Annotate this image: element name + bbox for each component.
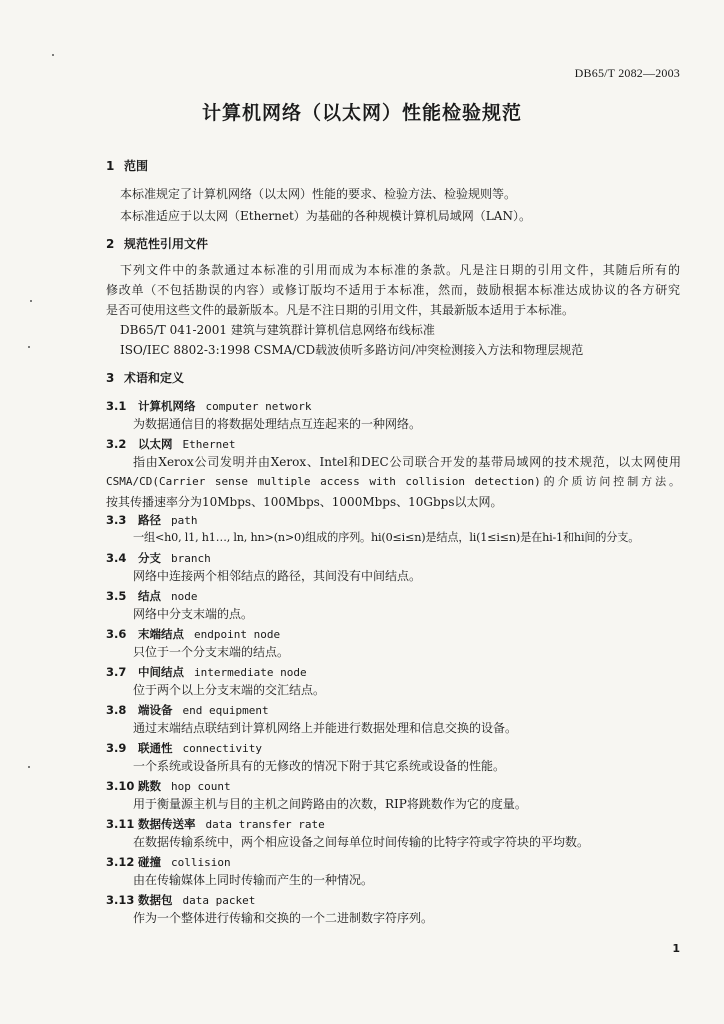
term-number: 3.8 <box>106 703 127 717</box>
term-chinese: 计算机网络 <box>138 399 196 413</box>
term-definition: 作为一个整体进行传输和交换的一个二进制数字符序列。 <box>133 911 434 925</box>
section-title: 规范性引用文件 <box>124 237 209 251</box>
term-heading <box>106 588 198 605</box>
term-definition: 一个系统或设备所具有的无修改的情况下附于其它系统或设备的性能。 <box>133 759 506 773</box>
term-definition: 由在传输媒体上同时传输而产生的一种情况。 <box>133 873 374 887</box>
scan-speck <box>28 766 30 768</box>
section-number: 2 <box>106 237 115 251</box>
term-definition: 指由Xerox公司发明并由Xerox、Intel和DEC公司联合开发的基带局域网的技术规范，以太网使用 <box>133 455 681 469</box>
term-number: 3.5 <box>106 589 127 603</box>
term-definition: 网络中分支末端的点。 <box>133 607 254 621</box>
section-heading-terms <box>106 370 184 386</box>
term-number: 3.9 <box>106 741 127 755</box>
scope-line: 本标准适应于以太网（Ethernet）为基础的各种规模计算机局域网（LAN）。 <box>120 209 531 223</box>
term-heading <box>106 816 325 833</box>
term-english: end equipment <box>182 704 269 717</box>
term-definition: 用于衡量源主机与目的主机之间跨路由的次数，RIP将跳数作为它的度量。 <box>133 797 527 811</box>
section-heading-references <box>106 236 208 252</box>
term-number: 3.1 <box>106 399 127 413</box>
section-heading-scope <box>106 158 148 174</box>
term-number: 3.13 <box>106 893 135 907</box>
term-number: 3.2 <box>106 437 127 451</box>
scan-speck <box>30 300 32 302</box>
term-number: 3.12 <box>106 855 135 869</box>
reference-paragraph-line: 是否可使用这些文件的最新版本。凡是不注日期的引用文件，其最新版本适用于本标准。 <box>106 303 575 317</box>
term-english: intermediate node <box>194 666 307 679</box>
term-english: branch <box>171 552 211 565</box>
term-definition: 在数据传输系统中，两个相应设备之间每单位时间传输的比特字符或字符块的平均数。 <box>133 835 590 849</box>
scope-line: 本标准规定了计算机网络（以太网）性能的要求、检验方法、检验规则等。 <box>120 187 517 201</box>
term-definition: CSMA/CD(Carrier sense multiple access with collision detection)的介质访问控制方法。 <box>106 475 680 488</box>
term-number: 3.11 <box>106 817 135 831</box>
term-english: hop count <box>171 780 231 793</box>
standard-code: DB65/T 2082—2003 <box>574 66 680 80</box>
term-heading <box>106 664 307 681</box>
term-english: node <box>171 590 198 603</box>
term-chinese: 联通性 <box>138 741 173 755</box>
term-chinese: 中间结点 <box>138 665 184 679</box>
term-definition: 一组<h0, l1, h1…, ln, hn>(n>0)组成的序列。hi(0≤i≤n)是结点，li(1≤i≤n)是在hi-1和hi间的分支。 <box>133 531 640 544</box>
term-heading <box>106 398 311 415</box>
reference-paragraph-line: 下列文件中的条款通过本标准的引用而成为本标准的条款。凡是注日期的引用文件，其随后所有的 <box>120 263 680 277</box>
term-english: endpoint node <box>194 628 281 641</box>
term-chinese: 数据包 <box>138 893 173 907</box>
section-title: 术语和定义 <box>124 371 185 385</box>
term-number: 3.10 <box>106 779 135 793</box>
term-heading <box>106 740 262 757</box>
term-number: 3.7 <box>106 665 127 679</box>
term-number: 3.4 <box>106 551 127 565</box>
section-number: 3 <box>106 371 115 385</box>
term-definition: 网络中连接两个相邻结点的路径，其间没有中间结点。 <box>133 569 422 583</box>
term-english: data packet <box>182 894 256 907</box>
term-heading <box>106 512 198 529</box>
term-heading <box>106 550 211 567</box>
term-chinese: 数据传送率 <box>138 817 196 831</box>
term-english: connectivity <box>182 742 262 755</box>
reference-item: DB65/T 041-2001 建筑与建筑群计算机信息网络布线标准 <box>120 323 435 337</box>
term-chinese: 以太网 <box>138 437 173 451</box>
reference-paragraph-line: 修改单（不包括勘误的内容）或修订版均不适用于本标准，然而，鼓励根据本标准达成协议的各方研究 <box>106 283 680 297</box>
term-heading <box>106 626 280 643</box>
term-chinese: 路径 <box>138 513 161 527</box>
section-title: 范围 <box>124 159 149 173</box>
term-heading <box>106 892 255 909</box>
term-heading <box>106 436 235 453</box>
term-chinese: 分支 <box>138 551 161 565</box>
term-english: computer network <box>205 400 312 413</box>
term-chinese: 跳数 <box>138 779 161 793</box>
term-chinese: 碰撞 <box>138 855 161 869</box>
term-definition: 只位于一个分支末端的结点。 <box>133 645 290 659</box>
term-english: path <box>171 514 198 527</box>
term-number: 3.3 <box>106 513 127 527</box>
scan-speck <box>52 54 54 56</box>
document-title: 计算机网络（以太网）性能检验规范 <box>201 102 522 124</box>
term-heading <box>106 854 231 871</box>
page-number: 1 <box>672 942 680 955</box>
term-definition: 按其传播速率分为10Mbps、100Mbps、1000Mbps、10Gbps以太网。 <box>106 495 503 509</box>
term-chinese: 结点 <box>138 589 161 603</box>
term-definition: 位于两个以上分支末端的交汇结点。 <box>133 683 326 697</box>
term-english: Ethernet <box>182 438 236 451</box>
term-number: 3.6 <box>106 627 127 641</box>
term-chinese: 末端结点 <box>138 627 184 641</box>
term-definition: 通过末端结点联结到计算机网络上并能进行数据处理和信息交换的设备。 <box>133 721 518 735</box>
reference-item: ISO/IEC 8802-3:1998 CSMA/CD载波侦听多路访问/冲突检测接入方法和物理层规范 <box>120 343 584 357</box>
term-english: data transfer rate <box>205 818 325 831</box>
section-number: 1 <box>106 159 115 173</box>
term-english: collision <box>171 856 231 869</box>
term-heading <box>106 702 269 719</box>
term-definition: 为数据通信目的将数据处理结点互连起来的一种网络。 <box>133 417 422 431</box>
scan-speck <box>28 346 30 348</box>
term-chinese: 端设备 <box>138 703 173 717</box>
term-heading <box>106 778 231 795</box>
